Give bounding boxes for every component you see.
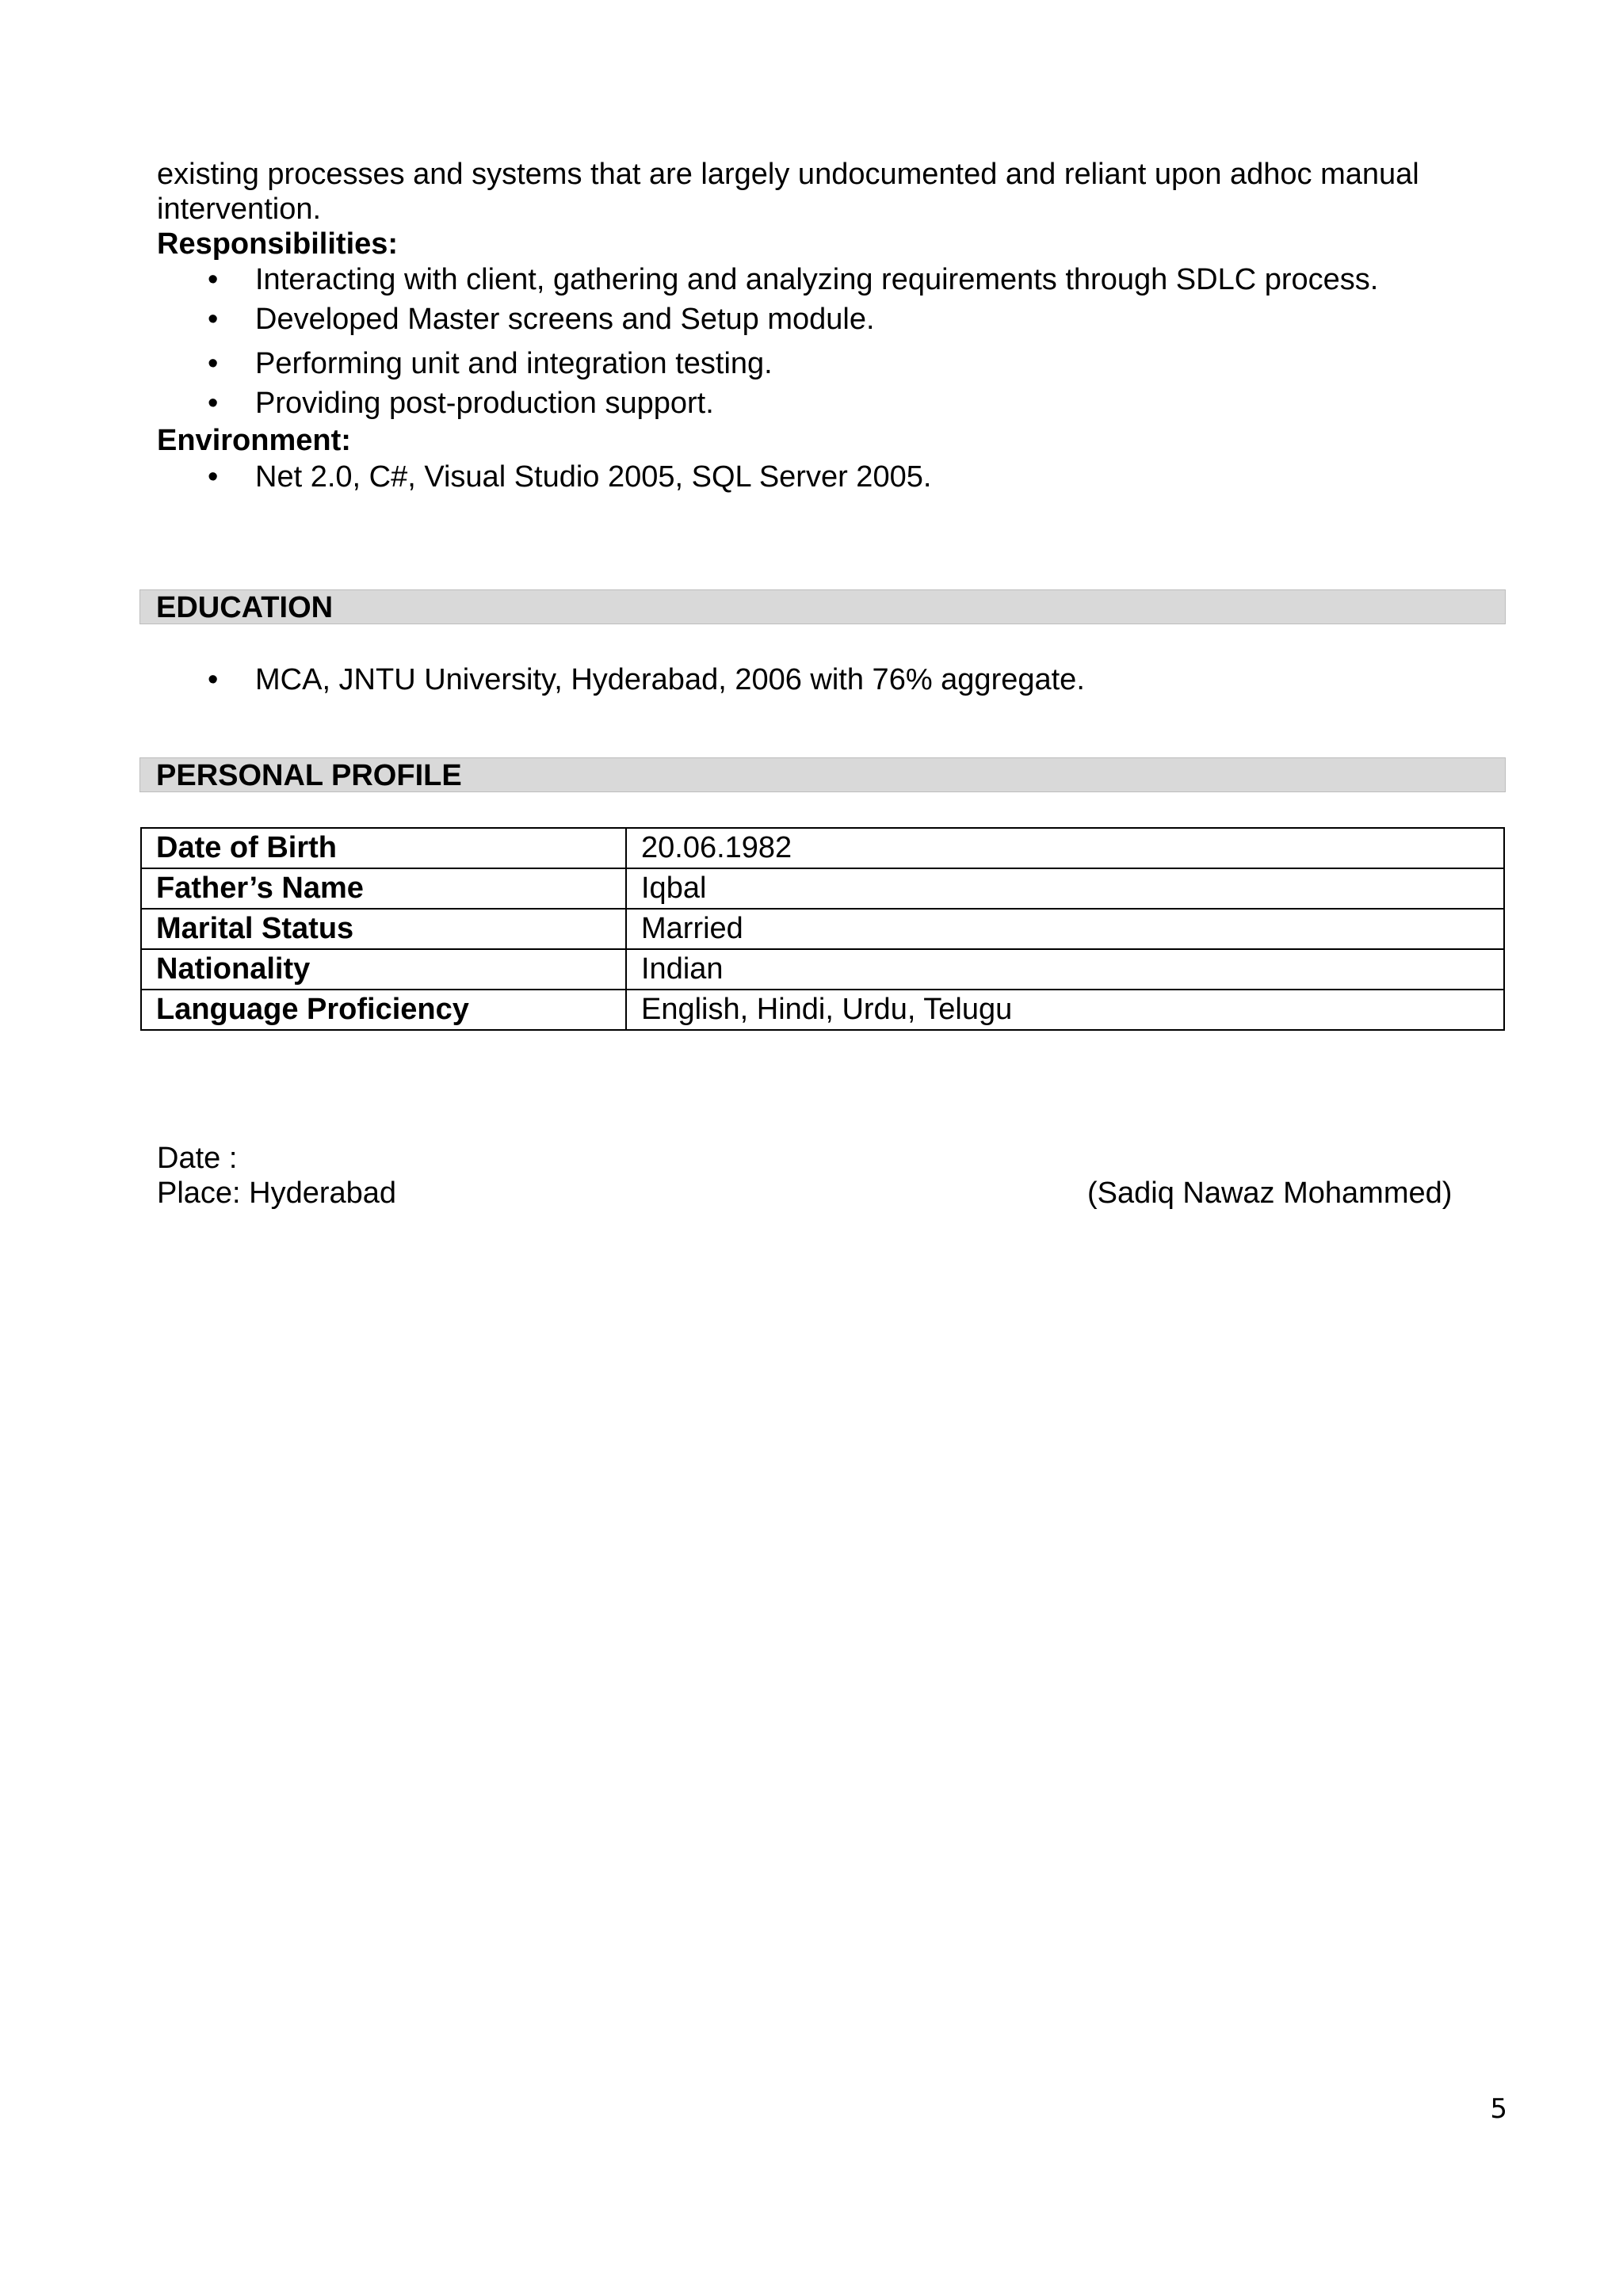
responsibility-item: Providing post-production support. <box>255 387 714 420</box>
bullet-icon: • <box>208 303 219 336</box>
profile-value: Indian <box>626 949 1504 990</box>
environment-item: Net 2.0, C#, Visual Studio 2005, SQL Server 2005. <box>255 460 932 494</box>
bullet-icon: • <box>208 663 219 696</box>
profile-value: Iqbal <box>626 868 1504 909</box>
table-row <box>141 828 1504 868</box>
education-section-header <box>139 589 1506 624</box>
responsibility-item: Developed Master screens and Setup module. <box>255 303 875 336</box>
personal-profile-section-header <box>139 757 1506 792</box>
responsibility-item: Performing unit and integration testing. <box>255 347 773 380</box>
date-label: Date : <box>157 1142 238 1175</box>
profile-value: 20.06.1982 <box>626 828 1504 868</box>
profile-label: Language Proficiency <box>141 990 626 1030</box>
responsibilities-heading: Responsibilities: <box>157 227 399 261</box>
personal-profile-table <box>140 827 1505 1031</box>
bullet-icon: • <box>208 347 219 380</box>
table-row <box>141 990 1504 1030</box>
table-row <box>141 868 1504 909</box>
intro-line-2: intervention. <box>157 193 322 226</box>
intro-line-1: existing processes and systems that are largely undocumented and reliant upon adhoc manual <box>157 158 1419 191</box>
profile-label: Date of Birth <box>141 828 626 868</box>
signature-name: (Sadiq Nawaz Mohammed) <box>1087 1177 1453 1210</box>
education-item: MCA, JNTU University, Hyderabad, 2006 with 76% aggregate. <box>255 663 1085 696</box>
table-row <box>141 909 1504 949</box>
responsibility-item: Interacting with client, gathering and analyzing requirements through SDLC process. <box>255 263 1379 296</box>
profile-label: Nationality <box>141 949 626 990</box>
environment-heading: Environment: <box>157 424 351 457</box>
bullet-icon: • <box>208 263 219 296</box>
profile-label: Father’s Name <box>141 868 626 909</box>
table-row <box>141 949 1504 990</box>
bullet-icon: • <box>208 387 219 420</box>
bullet-icon: • <box>208 460 219 494</box>
profile-value: English, Hindi, Urdu, Telugu <box>626 990 1504 1030</box>
profile-value: Married <box>626 909 1504 949</box>
education-heading: EDUCATION <box>156 591 334 624</box>
personal-profile-heading: PERSONAL PROFILE <box>156 759 462 792</box>
page-number: 5 <box>1490 2093 1507 2125</box>
profile-label: Marital Status <box>141 909 626 949</box>
place-text: Place: Hyderabad <box>157 1177 397 1210</box>
